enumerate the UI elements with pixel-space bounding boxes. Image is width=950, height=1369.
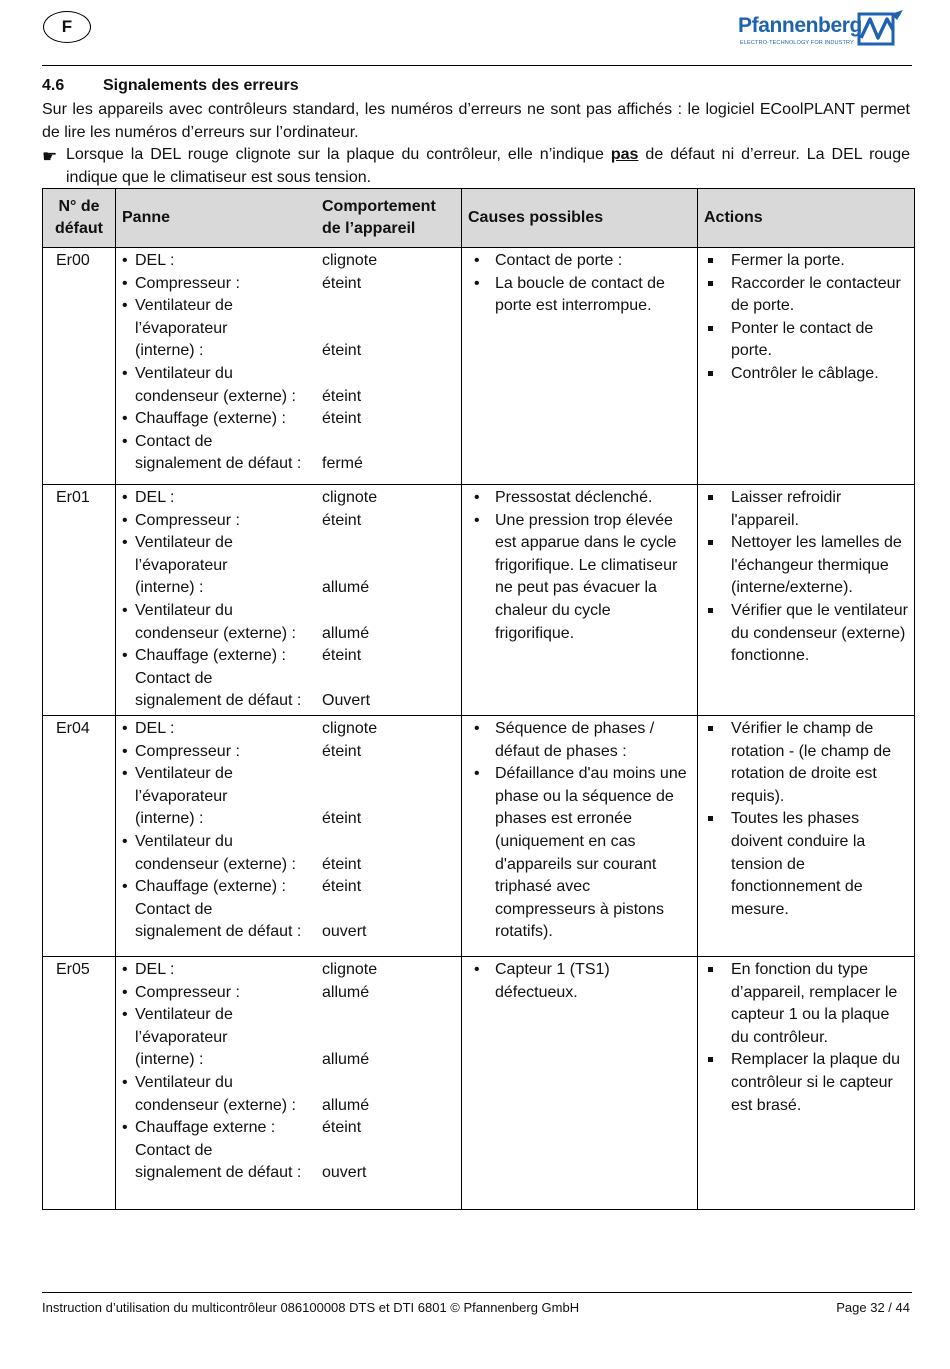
- behaviour-label: [122, 408, 322, 431]
- behaviour-label: [122, 899, 322, 922]
- behaviour-label: [122, 363, 322, 386]
- logo-subtitle: ELECTRO-TECHNOLOGY FOR INDUSTRY: [740, 40, 854, 46]
- bullet-marker: •: [122, 1006, 128, 1024]
- fault-row: [43, 485, 915, 716]
- causes-list: [468, 487, 694, 645]
- behaviour-label-text: l’évaporateur: [135, 1028, 228, 1046]
- behaviour-label-text: signalement de défaut :: [135, 1164, 302, 1182]
- behaviour-label-text: Compresseur :: [135, 511, 240, 529]
- action-item: Vérifier le champ de rotation - (le champ de rotation de droite est requis).: [704, 718, 911, 808]
- fault-behaviour-cell: [116, 485, 462, 716]
- intro-text: Sur les appareils avec contrôleurs standard, les numéros d’erreurs ne sont pas affichés : le logiciel ECoolPLANT permet de lire les numéros d’erreurs sur l’ordinateur.: [42, 101, 910, 141]
- behaviour-value: [322, 532, 461, 555]
- behaviour-value: éteint: [322, 810, 362, 828]
- error-table: [42, 188, 915, 1210]
- cause-item: • Séquence de phases / défaut de phases :: [468, 718, 694, 763]
- behaviour-label: [122, 763, 322, 786]
- behaviour-label-text: l’évaporateur: [135, 556, 228, 574]
- bullet-marker: [122, 899, 135, 922]
- behaviour-value: ouvert: [322, 923, 367, 941]
- bullet-marker: •: [122, 720, 128, 737]
- behaviour-label-text: Contact de: [135, 669, 213, 687]
- behaviour-label-text: l’évaporateur: [135, 787, 228, 805]
- causes-list: [468, 250, 694, 318]
- fault-row: [43, 957, 915, 1210]
- behaviour-value: [322, 831, 461, 854]
- behaviour-label-text: Ventilateur du: [135, 601, 233, 619]
- behaviour-value: éteint: [322, 855, 362, 873]
- bullet-marker: •: [122, 878, 128, 896]
- fault-actions-cell: [698, 957, 915, 1210]
- action-item: Raccorder le contacteur de porte.: [704, 273, 911, 318]
- actions-list: [704, 487, 911, 668]
- bullet-marker: [122, 668, 135, 691]
- behaviour-label: [122, 959, 322, 982]
- bullet-marker: •: [122, 765, 128, 783]
- behaviour-label: [122, 487, 322, 510]
- fault-causes-cell: [462, 485, 698, 716]
- fault-behaviour-cell: [116, 716, 462, 957]
- bullet-marker: [122, 1049, 135, 1072]
- behaviour-label-text: Ventilateur de: [135, 765, 233, 783]
- note-emphasis: pas: [610, 146, 639, 163]
- behaviour-value: allumé: [322, 579, 370, 597]
- causes-list: [468, 959, 694, 1004]
- behaviour-label-text: Ventilateur de: [135, 534, 233, 552]
- behaviour-value: fermé: [322, 455, 363, 473]
- section-heading: [42, 77, 299, 95]
- causes-list: [468, 718, 694, 944]
- bullet-marker: •: [122, 274, 128, 292]
- behaviour-value: [322, 431, 461, 454]
- fault-behaviour-cell: [116, 957, 462, 1210]
- behaviour-value: éteint: [322, 387, 362, 405]
- bullet-marker: •: [122, 1073, 128, 1091]
- behaviour-label: [122, 854, 322, 877]
- behaviour-value: [322, 786, 461, 809]
- cause-item: • Pressostat déclenché.: [468, 487, 694, 510]
- behaviour-label-text: DEL :: [135, 961, 175, 978]
- bullet-marker: •: [122, 647, 128, 665]
- action-item: Laisser refroidir l'appareil.: [704, 487, 911, 532]
- bullet-marker: [122, 1095, 135, 1118]
- behaviour-label-text: l’évaporateur: [135, 319, 228, 337]
- behaviour-label-text: Ventilateur de: [135, 1006, 233, 1024]
- behaviour-label: [122, 250, 322, 273]
- action-item: Vérifier que le ventilateur du condenseur (externe) fonctionne.: [704, 600, 911, 668]
- behaviour-label-text: Compresseur :: [135, 983, 240, 1001]
- bullet-marker: •: [122, 432, 128, 450]
- behaviour-value: [322, 318, 461, 341]
- bullet-marker: •: [122, 961, 128, 978]
- behaviour-label: [122, 690, 322, 713]
- fault-row: [43, 248, 915, 485]
- bullet-marker: •: [122, 511, 128, 529]
- language-badge: F: [43, 11, 91, 43]
- behaviour-label-text: Chauffage externe :: [135, 1119, 276, 1137]
- behaviour-label: [122, 668, 322, 691]
- behaviour-label: [122, 921, 322, 944]
- behaviour-grid: [116, 485, 461, 713]
- header-panne-comportement: [116, 189, 462, 248]
- fault-causes-cell: [462, 716, 698, 957]
- behaviour-value: [322, 1027, 461, 1050]
- behaviour-label: [122, 577, 322, 600]
- behaviour-label: [122, 318, 322, 341]
- behaviour-value: [322, 363, 461, 386]
- behaviour-value: éteint: [322, 511, 362, 529]
- behaviour-label: [122, 1049, 322, 1072]
- fault-code: Er01: [43, 485, 116, 716]
- fault-code: Er04: [43, 716, 116, 957]
- behaviour-label-text: Compresseur :: [135, 274, 240, 292]
- behaviour-value: allumé: [322, 624, 370, 642]
- behaviour-label: [122, 808, 322, 831]
- bullet-marker: [122, 555, 135, 578]
- fault-actions-cell: [698, 248, 915, 485]
- fault-behaviour-cell: [116, 248, 462, 485]
- behaviour-value: [322, 1072, 461, 1095]
- behaviour-value: éteint: [322, 742, 362, 760]
- bullet-marker: [122, 786, 135, 809]
- behaviour-value: éteint: [322, 878, 362, 896]
- bullet-marker: •: [122, 1119, 128, 1137]
- action-item: Remplacer la plaque du contrôleur si le capteur est brasé.: [704, 1049, 911, 1117]
- fault-code: Er00: [43, 248, 116, 485]
- action-item: Ponter le contact de porte.: [704, 318, 911, 363]
- behaviour-label: [122, 532, 322, 555]
- note-text-after: de défaut ni d’erreur. La DEL rouge indique que le climatiseur est sous tension.: [66, 146, 910, 186]
- section-title: Signalements des erreurs: [103, 77, 299, 94]
- behaviour-label-text: (interne) :: [135, 1051, 204, 1069]
- behaviour-label-text: Contact de: [135, 432, 213, 450]
- cause-item: • La boucle de contact de porte est interrompue.: [468, 273, 694, 318]
- pointing-hand-icon: ☛: [42, 147, 58, 166]
- bullet-marker: •: [122, 410, 128, 428]
- bullet-marker: [122, 577, 135, 600]
- behaviour-label: [122, 786, 322, 809]
- fault-code: Er05: [43, 957, 116, 1210]
- behaviour-label: [122, 645, 322, 668]
- behaviour-value: [322, 555, 461, 578]
- behaviour-value: clignote: [322, 252, 378, 269]
- actions-list: [704, 250, 911, 386]
- behaviour-value: [322, 763, 461, 786]
- action-item: Fermer la porte.: [704, 250, 911, 273]
- bullet-marker: [122, 386, 135, 409]
- fault-causes-cell: [462, 957, 698, 1210]
- behaviour-label-text: condenseur (externe) :: [135, 1096, 296, 1114]
- behaviour-value: clignote: [322, 489, 378, 506]
- behaviour-value: allumé: [322, 983, 370, 1001]
- bullet-marker: •: [122, 601, 128, 619]
- action-item: En fonction du type d’appareil, remplacer le capteur 1 ou la plaque du contrôleur.: [704, 959, 911, 1049]
- section-number: 4.6: [42, 77, 65, 94]
- behaviour-label: [122, 510, 322, 533]
- behaviour-label-text: Ventilateur de: [135, 297, 233, 315]
- behaviour-label-text: Ventilateur du: [135, 1073, 233, 1091]
- fault-row: [43, 716, 915, 957]
- bullet-marker: •: [122, 534, 128, 552]
- behaviour-label: [122, 741, 322, 764]
- behaviour-label: [122, 831, 322, 854]
- behaviour-label: [122, 1072, 322, 1095]
- behaviour-label-text: Compresseur :: [135, 742, 240, 760]
- behaviour-label: [122, 1162, 322, 1185]
- behaviour-label: [122, 1140, 322, 1163]
- pfannenberg-logo: [738, 8, 910, 48]
- fault-actions-cell: [698, 716, 915, 957]
- behaviour-label: [122, 1117, 322, 1140]
- behaviour-value: allumé: [322, 1096, 370, 1114]
- behaviour-label: [122, 718, 322, 741]
- behaviour-label-text: Ventilateur du: [135, 832, 233, 850]
- bullet-marker: [122, 1162, 135, 1185]
- table-header-row: [43, 189, 915, 248]
- bullet-marker: [122, 808, 135, 831]
- cause-item: • Capteur 1 (TS1) défectueux.: [468, 959, 694, 1004]
- behaviour-label-text: Chauffage (externe) :: [135, 878, 286, 896]
- behaviour-label: [122, 386, 322, 409]
- behaviour-label: [122, 431, 322, 454]
- behaviour-grid: [116, 248, 461, 476]
- behaviour-label-text: condenseur (externe) :: [135, 624, 296, 642]
- behaviour-label: [122, 295, 322, 318]
- behaviour-value: [322, 668, 461, 691]
- note-text-before: Lorsque la DEL rouge clignote sur la plaque du contrôleur, elle n’indique: [66, 146, 604, 163]
- behaviour-grid: [116, 957, 461, 1185]
- behaviour-value: [322, 899, 461, 922]
- behaviour-grid: [116, 716, 461, 944]
- action-item: Contrôler le câblage.: [704, 363, 911, 386]
- behaviour-label-text: Chauffage (externe) :: [135, 410, 286, 428]
- logo-wave-icon: [857, 8, 909, 48]
- behaviour-label-text: condenseur (externe) :: [135, 387, 296, 405]
- note-block: [42, 144, 910, 189]
- actions-list: [704, 718, 911, 921]
- cause-item: • Défaillance d'au moins une phase ou la séquence de phases est erronée (uniquement en cas d'appareils sur courant triphasé avec compresseurs à pistons rotatifs).: [468, 763, 694, 944]
- bullet-marker: •: [122, 297, 128, 315]
- behaviour-value: ouvert: [322, 1164, 367, 1182]
- behaviour-label-text: DEL :: [135, 252, 175, 269]
- fault-causes-cell: [462, 248, 698, 485]
- behaviour-label: [122, 340, 322, 363]
- bullet-marker: •: [122, 832, 128, 850]
- header-panne: Panne: [122, 209, 171, 226]
- behaviour-label-text: (interne) :: [135, 579, 204, 597]
- logo-name: Pfannenberg: [738, 14, 862, 37]
- behaviour-label-text: Chauffage (externe) :: [135, 647, 286, 665]
- behaviour-label-text: signalement de défaut :: [135, 923, 302, 941]
- bullet-marker: •: [122, 364, 128, 382]
- behaviour-label: [122, 982, 322, 1005]
- behaviour-label-text: Contact de: [135, 1141, 213, 1159]
- header-causes: Causes possibles: [462, 189, 698, 248]
- bullet-marker: [122, 623, 135, 646]
- behaviour-value: Ouvert: [322, 692, 371, 710]
- note-text: [66, 144, 910, 189]
- behaviour-value: [322, 1140, 461, 1163]
- behaviour-value: clignote: [322, 961, 378, 978]
- footer-rule: [42, 1292, 912, 1293]
- action-item: Nettoyer les lamelles de l'échangeur thermique (interne/externe).: [704, 532, 911, 600]
- behaviour-label: [122, 600, 322, 623]
- behaviour-label: [122, 1095, 322, 1118]
- behaviour-value: [322, 295, 461, 318]
- behaviour-label-text: (interne) :: [135, 342, 204, 360]
- behaviour-label: [122, 1027, 322, 1050]
- behaviour-label: [122, 1004, 322, 1027]
- bullet-marker: [122, 854, 135, 877]
- header-comportement: Comportement de l’appareil: [322, 198, 436, 237]
- behaviour-label-text: (interne) :: [135, 810, 204, 828]
- bullet-marker: [122, 921, 135, 944]
- behaviour-label: [122, 876, 322, 899]
- bullet-marker: [122, 453, 135, 476]
- fault-actions-cell: [698, 485, 915, 716]
- footer-page-number: Page 32 / 44: [836, 1300, 910, 1315]
- behaviour-label-text: Contact de: [135, 900, 213, 918]
- behaviour-value: allumé: [322, 1051, 370, 1069]
- behaviour-value: éteint: [322, 647, 362, 665]
- header-rule: [42, 65, 912, 66]
- header-fault-code: N° de défaut: [43, 189, 116, 248]
- cause-item: • Contact de porte :: [468, 250, 694, 273]
- header-actions: Actions: [698, 189, 915, 248]
- intro-paragraph: [42, 99, 910, 144]
- behaviour-value: éteint: [322, 342, 362, 360]
- behaviour-value: [322, 600, 461, 623]
- behaviour-label: [122, 453, 322, 476]
- bullet-marker: •: [122, 252, 128, 269]
- behaviour-label-text: signalement de défaut :: [135, 455, 302, 473]
- bullet-marker: [122, 690, 135, 713]
- bullet-marker: [122, 318, 135, 341]
- behaviour-label-text: signalement de défaut :: [135, 692, 302, 710]
- behaviour-label: [122, 273, 322, 296]
- bullet-marker: •: [122, 983, 128, 1001]
- behaviour-value: éteint: [322, 1119, 362, 1137]
- bullet-marker: [122, 1027, 135, 1050]
- action-item: Toutes les phases doivent conduire la tension de fonctionnement de mesure.: [704, 808, 911, 921]
- behaviour-label-text: DEL :: [135, 720, 175, 737]
- footer-document-title: Instruction d’utilisation du multicontrôleur 086100008 DTS et DTI 6801 © Pfannenberg GmbH: [42, 1300, 580, 1315]
- bullet-marker: [122, 340, 135, 363]
- behaviour-value: clignote: [322, 720, 378, 737]
- cause-item: • Une pression trop élevée est apparue dans le cycle frigorifique. Le climatiseur ne peut pas évacuer la chaleur du cycle frigorifique.: [468, 510, 694, 646]
- behaviour-label: [122, 623, 322, 646]
- behaviour-value: éteint: [322, 274, 362, 292]
- behaviour-label-text: Ventilateur du: [135, 364, 233, 382]
- bullet-marker: [122, 1140, 135, 1163]
- actions-list: [704, 959, 911, 1117]
- behaviour-label: [122, 555, 322, 578]
- bullet-marker: •: [122, 742, 128, 760]
- behaviour-label-text: condenseur (externe) :: [135, 855, 296, 873]
- behaviour-value: éteint: [322, 410, 362, 428]
- behaviour-label-text: DEL :: [135, 489, 175, 506]
- behaviour-value: [322, 1004, 461, 1027]
- bullet-marker: •: [122, 489, 128, 506]
